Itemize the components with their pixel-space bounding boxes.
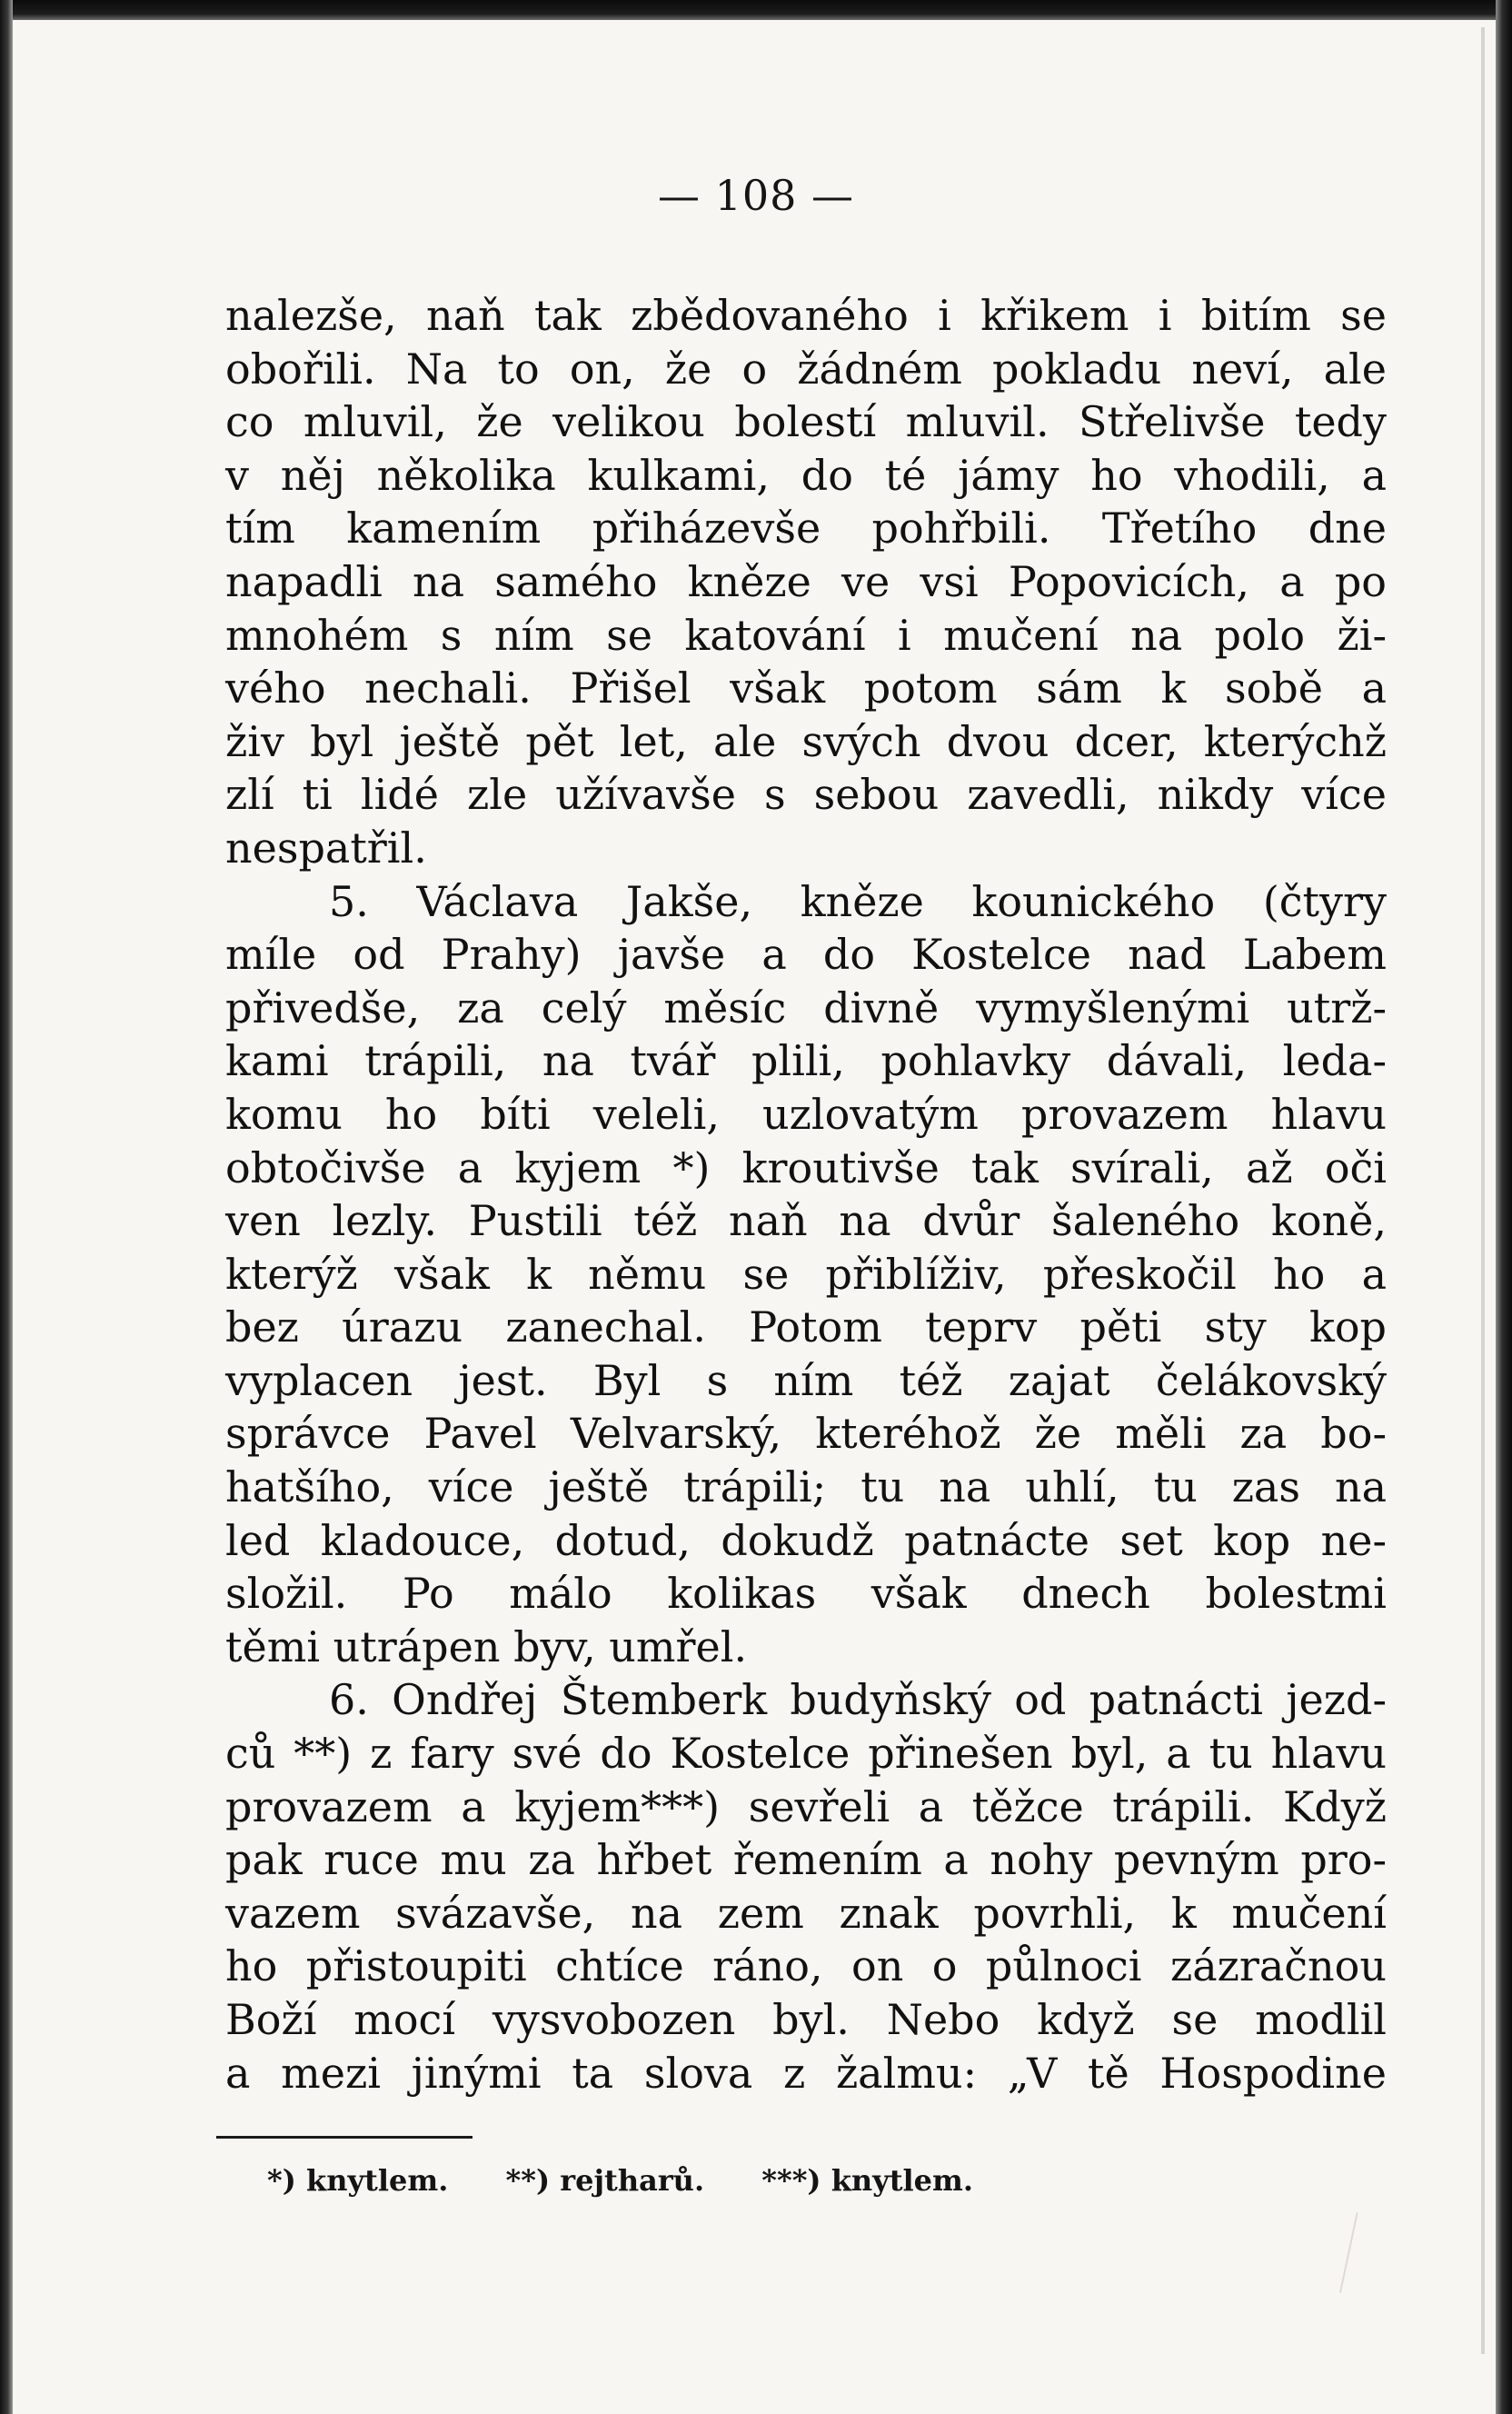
text-line: 6. Ondřej Štemberk budyňský od patnácti jezd- [329,1675,1387,1725]
text-line: mnohém s ním se katování i mučení na polo ži- [225,610,1387,660]
scan-edge-right [1496,0,1512,2414]
scan-edge-top [0,0,1512,20]
text-line: vyplacen jest. Byl s ním též zajat čelákovský [225,1355,1387,1405]
text-line: tím kamením přiházevše pohřbili. Třetího dne [225,504,1387,554]
text-line: v něj několika kulkami, do té jámy ho vhodili, a [225,450,1387,500]
text-line: napadli na samého kněze ve vsi Popovicích, a po [225,556,1387,606]
text-line: hatšího, více ještě trápili; tu na uhlí, tu zas na [225,1462,1387,1512]
text-line: nalezše, naň tak zbědovaného i křikem i bitím se [225,291,1387,340]
text-line: pak ruce mu za hřbet řemením a nohy pevným pro- [225,1835,1387,1885]
text-line: kterýž však k němu se přiblíživ, přeskočil ho a [225,1249,1387,1299]
text-line: těmi utrápen byv, umřel. [225,1621,748,1671]
text-line: správce Pavel Velvarský, kteréhož že měli za bo- [225,1409,1387,1459]
text-line: složil. Po málo kolikas však dnech bolestmi [225,1569,1387,1619]
text-line: živ byl ještě pět let, ale svých dvou dcer, kterýchž [225,716,1387,766]
text-line: led kladouce, dotud, dokudž patnácte set kop ne- [225,1515,1387,1565]
text-line: Boží mocí vysvobozen byl. Nebo když se modlil [225,1995,1387,2044]
text-line: obořili. Na to on, že o žádném pokladu neví, ale [225,344,1387,394]
paper-mark [1339,2212,1465,2315]
scan-edge-left [0,0,13,2414]
text-line: vazem svázavše, na zem znak povrhli, k mučení [225,1888,1387,1938]
text-line: 5. Václava Jakše, kněze kounického (čtyry [329,876,1387,926]
text-line: vého nechali. Přišel však potom sám k sobě a [225,663,1387,713]
text-line: ho přistoupiti chtíce ráno, on o půlnoci zázračnou [225,1941,1387,1991]
text-line: co mluvil, že velikou bolestí mluvil. Střelivše tedy [225,397,1387,447]
text-line: bez úrazu zanechal. Potom teprv pěti sty kop [225,1302,1387,1352]
footnote: ***) knytlem. [761,2163,974,2198]
page-fold-shadow [1481,27,1485,2354]
body-text [225,289,1387,2100]
text-line: přivedše, za celý měsíc divně vymyšlenými utrž- [225,983,1387,1032]
text-line: zlí ti lidé zle užívavše s sebou zavedli, nikdy více [225,770,1387,820]
text-line: komu ho bíti veleli, uzlovatým provazem hlavu [225,1089,1387,1139]
footnote-divider [216,2136,472,2139]
text-line: obtočivše a kyjem *) kroutivše tak svírali, až oči [225,1142,1387,1192]
footnote: *) knytlem. [267,2163,449,2198]
text-line: a mezi jinými ta slova z žalmu: „V tě Hospodine [225,2048,1387,2098]
footnotes [267,2163,1020,2198]
text-line: nespatřil. [225,823,427,873]
page-number: — 108 — [657,171,855,220]
text-line: ců **) z fary své do Kostelce přinešen byl, a tu hlavu [225,1729,1387,1779]
text-line: provazem a kyjem***) sevřeli a těžce trápili. Když [225,1781,1387,1831]
text-line: míle od Prahy) javše a do Kostelce nad Labem [225,930,1387,980]
footnote: **) rejtharů. [505,2163,705,2198]
text-line: ven lezly. Pustili též naň na dvůr šaleného koně, [225,1196,1387,1246]
text-line: kami trápili, na tvář plili, pohlavky dávali, leda- [225,1036,1387,1086]
